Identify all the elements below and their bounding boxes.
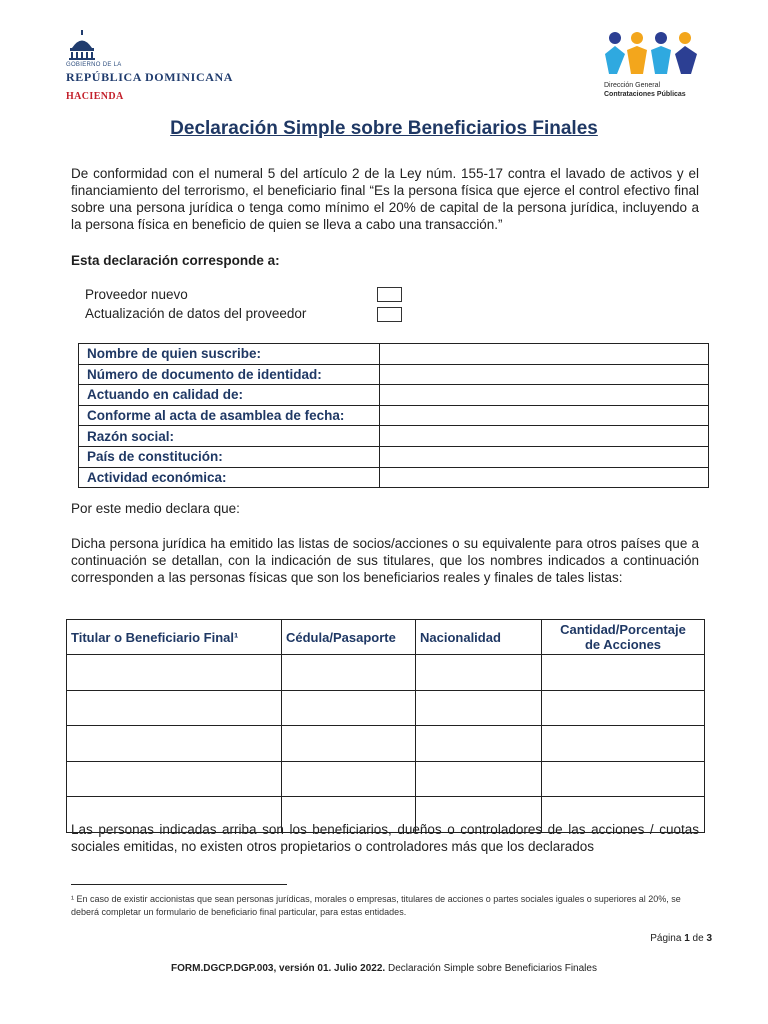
info-label: Conforme al acta de asamblea de fecha: — [79, 405, 380, 426]
table-row — [79, 446, 709, 467]
table-row — [79, 344, 709, 365]
table-row — [67, 761, 705, 797]
table-row — [67, 726, 705, 762]
info-value-cell[interactable] — [380, 405, 709, 426]
info-value-cell[interactable] — [380, 446, 709, 467]
id-cell[interactable] — [282, 761, 416, 797]
nationality-cell[interactable] — [416, 655, 542, 691]
shares-cell[interactable] — [542, 655, 705, 691]
new-supplier-checkbox[interactable] — [377, 287, 402, 302]
info-value-cell[interactable] — [380, 344, 709, 365]
info-value-cell[interactable] — [380, 364, 709, 385]
footer — [0, 963, 768, 974]
dome-icon — [66, 30, 98, 60]
page-number — [620, 933, 712, 944]
intro-paragraph: De conformidad con el numeral 5 del artículo 2 de la Ley núm. 155-17 contra el lavado de activos y el financiamiento del terrorismo, el beneficiario final “Es la persona física que ejerce el control efectivo final sobre una persona jurídica o tenga como mínimo el 20% de capital de la persona jurídica, incluyendo a la persona física en beneficio de quien se lleva a cabo una transacción.” — [71, 166, 699, 232]
nationality-cell[interactable] — [416, 761, 542, 797]
closing-paragraph: Las personas indicadas arriba son los beneficiarios, dueños o controladores de las acciones / cuotas sociales emitidas, no existen otros propietarios o controladores más que los declarados — [71, 822, 699, 854]
page-current: 1 — [684, 933, 690, 944]
table-row — [67, 690, 705, 726]
info-label: Razón social: — [79, 426, 380, 447]
dgcp-line2: Contrataciones Públicas — [604, 91, 686, 98]
table-row — [67, 655, 705, 691]
owner-cell[interactable] — [67, 690, 282, 726]
info-label: Actuando en calidad de: — [79, 385, 380, 406]
gov-line1: GOBIERNO DE LA — [66, 62, 122, 68]
table-row — [79, 405, 709, 426]
shares-cell[interactable] — [542, 726, 705, 762]
table-row — [79, 426, 709, 447]
id-cell[interactable] — [282, 726, 416, 762]
declaration-label: Esta declaración corresponde a: — [71, 253, 280, 268]
header-owner: Titular o Beneficiario Final¹ — [67, 620, 282, 655]
shares-cell[interactable] — [542, 761, 705, 797]
nationality-cell[interactable] — [416, 726, 542, 762]
table-row — [79, 364, 709, 385]
info-value-cell[interactable] — [380, 385, 709, 406]
header-shares-line1: Cantidad/Porcentaje — [560, 622, 686, 637]
dgcp-people-icon — [603, 30, 699, 78]
gov-line2: REPÚBLICA DOMINICANA — [66, 70, 234, 84]
id-cell[interactable] — [282, 690, 416, 726]
update-data-checkbox[interactable] — [377, 307, 402, 322]
lists-paragraph: Dicha persona jurídica ha emitido las listas de socios/acciones o su equivalente para otros países que a continuación se detallan, con la indicación de sus titulares, que los nombres indicados a continuación corresponden a las personas físicas que son los beneficiarios reales y finales de tales listas: — [71, 536, 699, 585]
header-shares-line2: de Acciones — [584, 637, 662, 652]
page-total: 3 — [706, 933, 712, 944]
footer-text: Declaración Simple sobre Beneficiarios Finales — [385, 963, 597, 974]
dgcp-line1: Dirección General — [604, 82, 661, 89]
page-sep: de — [692, 933, 704, 944]
declares-text: Por este medio declara que: — [71, 501, 240, 516]
info-label: País de constitución: — [79, 446, 380, 467]
header-nationality: Nacionalidad — [416, 620, 542, 655]
info-table — [78, 343, 709, 488]
table-row — [79, 467, 709, 488]
table-header-row — [67, 620, 705, 655]
footnote-divider — [71, 884, 287, 885]
footer-code: FORM.DGCP.DGP.003, versión 01. Julio 2022. — [171, 963, 386, 974]
table-row — [79, 385, 709, 406]
info-label: Nombre de quien suscribe: — [79, 344, 380, 365]
info-label: Número de documento de identidad: — [79, 364, 380, 385]
dgcp-logo — [603, 30, 713, 104]
owners-table — [66, 619, 705, 833]
option-new-supplier-label: Proveedor nuevo — [85, 287, 188, 302]
id-cell[interactable] — [282, 655, 416, 691]
shares-cell[interactable] — [542, 690, 705, 726]
page-title: Declaración Simple sobre Beneficiarios Finales — [170, 118, 598, 139]
page-prefix: Página — [650, 933, 682, 944]
header-shares — [542, 620, 705, 655]
owner-cell[interactable] — [67, 761, 282, 797]
footnote: ¹ En caso de existir accionistas que sean personas jurídicas, morales o empresas, titulares de acciones o partes sociales iguales o superiores al 20%, se deberá completar un formulario de beneficiario final particular, para estas entidades. — [71, 894, 681, 917]
info-value-cell[interactable] — [380, 426, 709, 447]
owner-cell[interactable] — [67, 655, 282, 691]
owner-cell[interactable] — [67, 726, 282, 762]
info-label: Actividad económica: — [79, 467, 380, 488]
info-value-cell[interactable] — [380, 467, 709, 488]
option-update-data-label: Actualización de datos del proveedor — [85, 306, 307, 321]
gov-line3: HACIENDA — [66, 91, 124, 102]
nationality-cell[interactable] — [416, 690, 542, 726]
header-id: Cédula/Pasaporte — [282, 620, 416, 655]
government-logo — [66, 30, 234, 106]
